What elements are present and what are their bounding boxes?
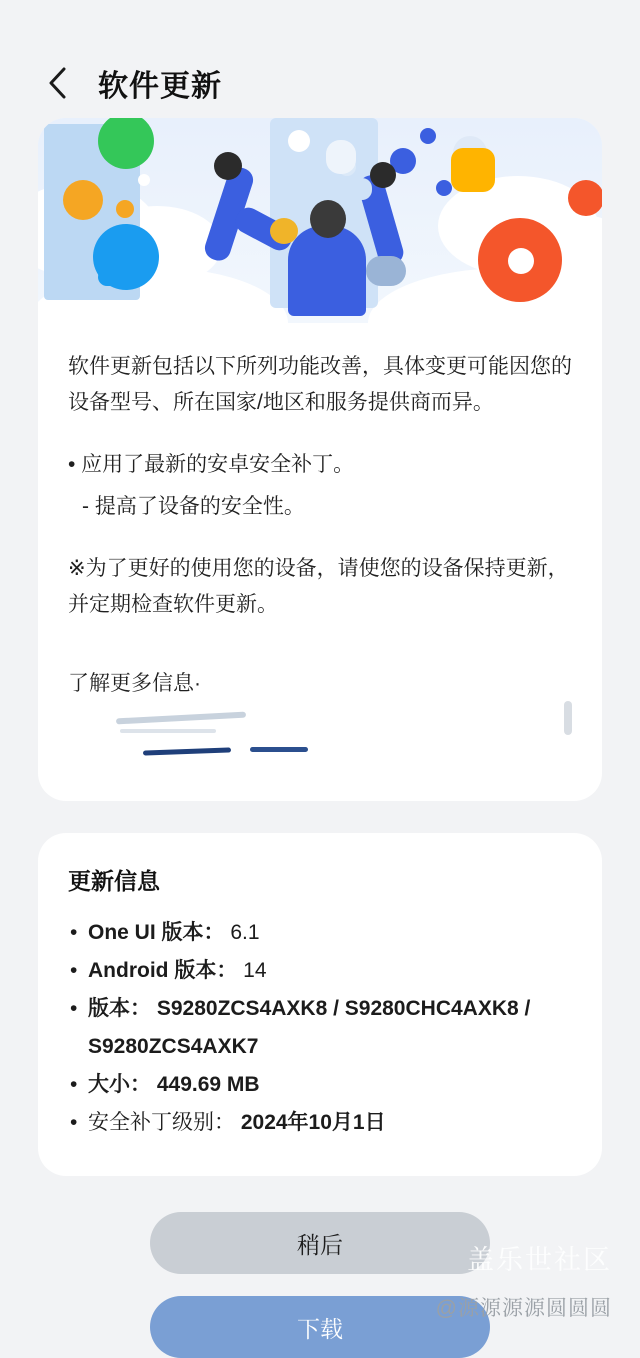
description-note: ※为了更好的使用您的设备，请使您的设备保持更新，并定期检查软件更新。	[68, 557, 569, 616]
info-value-security-patch: 2024年10月1日	[240, 1111, 386, 1134]
list-item	[68, 914, 572, 952]
description-bullet-1-sub: - 提高了设备的安全性。	[82, 495, 305, 518]
chevron-left-icon	[47, 66, 69, 100]
description-bullet-1: • 应用了最新的安卓安全补丁。	[68, 453, 355, 476]
download-button[interactable]: 下载	[150, 1296, 490, 1358]
update-info-card	[38, 833, 602, 1176]
info-label-version: 版本：	[88, 997, 151, 1020]
description-intro: 软件更新包括以下所列功能改善，具体变更可能因您的设备型号、所在国家/地区和服务提供商而异。	[68, 355, 572, 414]
info-label-security-patch: 安全补丁级别：	[88, 1111, 235, 1134]
info-label-size: 大小：	[88, 1073, 151, 1096]
software-update-illustration	[38, 118, 602, 323]
list-item	[68, 990, 572, 1066]
watermark-community: 盖乐世社区	[467, 1245, 612, 1275]
update-info-title: 更新信息	[68, 868, 160, 894]
info-label-one-ui: One UI 版本：	[88, 921, 225, 944]
info-value-one-ui: 6.1	[230, 921, 260, 944]
list-item	[68, 1104, 572, 1142]
app-bar	[0, 0, 640, 118]
update-description	[38, 323, 602, 667]
page-title: 软件更新	[98, 70, 222, 103]
obscured-link-area	[68, 701, 572, 771]
back-button[interactable]	[38, 63, 78, 103]
watermark-user: @源源源源圆圆圆	[435, 1297, 612, 1320]
update-info-list	[68, 914, 572, 1142]
action-buttons	[0, 1212, 640, 1358]
info-label-android: Android 版本：	[88, 959, 238, 982]
list-item	[68, 1066, 572, 1104]
info-value-size: 449.69 MB	[156, 1073, 260, 1096]
scrollbar-thumb[interactable]	[564, 701, 572, 735]
update-details-card	[38, 118, 602, 801]
info-value-android: 14	[243, 959, 267, 982]
learn-more-label[interactable]: 了解更多信息·	[68, 672, 201, 695]
learn-more-section[interactable]	[38, 667, 602, 801]
info-value-version: S9280ZCS4AXK8 / S9280CHC4AXK8 / S9280ZCS4AXK7	[88, 997, 531, 1058]
list-item	[68, 952, 572, 990]
later-button[interactable]: 稍后	[150, 1212, 490, 1274]
